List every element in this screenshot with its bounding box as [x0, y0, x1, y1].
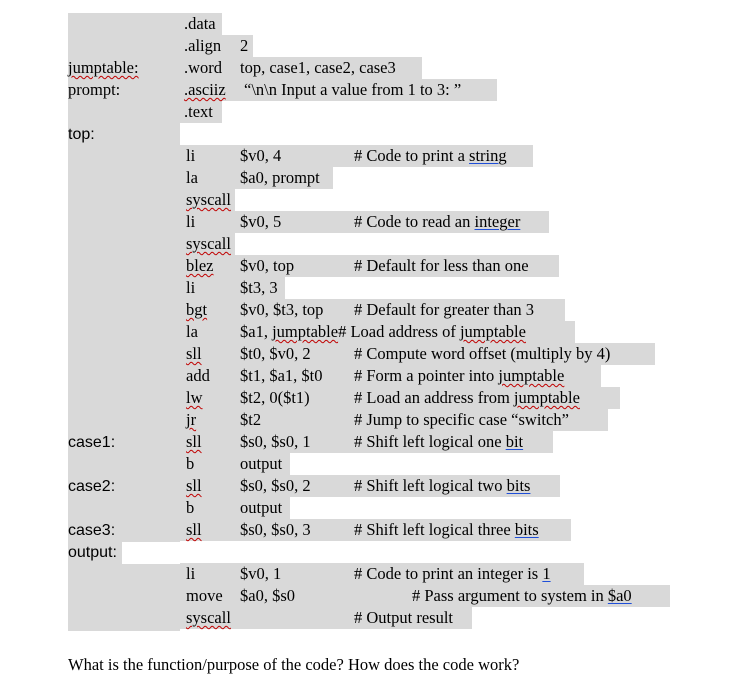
label-case1: case1:	[68, 434, 116, 451]
instr-li-v0-1: li $v0, 1 # Code to print an integer is 1	[186, 564, 551, 583]
directive-asciiz: .asciiz “\n\n Input a value from 1 to 3: ”	[184, 80, 462, 99]
instr-lw: lw $t2, 0($t1) # Load an address from jumptable	[186, 388, 580, 407]
label-jumptable: jumptable:	[68, 58, 139, 77]
instr-b-output-2: b output	[186, 498, 283, 517]
instr-la-a0: la $a0, prompt	[186, 168, 320, 187]
instr-li-v0-4: li $v0, 4 # Code to print a string	[186, 146, 507, 165]
label-top: top:	[68, 126, 95, 143]
instr-add: add $t1, $a1, $t0 # Form a pointer into jumptable	[186, 366, 565, 385]
instr-bgt: bgt $v0, $t3, top # Default for greater than 3	[186, 300, 535, 319]
instr-sll-t0: sll $t0, $v0, 2 # Compute word offset (multiply by 4)	[186, 344, 611, 363]
label-output: output:	[68, 544, 117, 561]
label-case2: case2:	[68, 478, 116, 495]
instr-sll-case3: sll $s0, $s0, 3 # Shift left logical three bits	[186, 520, 539, 539]
instr-b-output-1: b output	[186, 454, 283, 473]
instr-syscall-1: syscall	[186, 190, 231, 209]
code-highlight-left-bottom	[68, 564, 180, 631]
instr-sll-case1: sll $s0, $s0, 1 # Shift left logical one bit	[186, 432, 524, 451]
instr-syscall-2: syscall	[186, 234, 231, 253]
instr-li-t3: li $t3, 3	[186, 278, 278, 297]
directive-text: .text	[184, 102, 213, 121]
instr-la-a1: la $a1, jumptable# Load address of jumptable	[186, 322, 526, 341]
directive-align: .align 2	[184, 36, 249, 55]
question-text: What is the function/purpose of the code? How does the code work?	[68, 655, 520, 674]
label-case3: case3:	[68, 522, 116, 539]
label-prompt: prompt:	[68, 80, 121, 99]
instr-blez: blez $v0, top # Default for less than one	[186, 256, 529, 275]
instr-move: move $a0, $s0 # Pass argument to system in $a0	[186, 586, 632, 605]
instr-jr: jr $t2 # Jump to specific case “switch”	[186, 410, 569, 429]
directive-data: .data	[184, 14, 216, 33]
directive-word: .word top, case1, case2, case3	[184, 58, 396, 77]
instr-syscall-3: syscall # Output result	[186, 608, 453, 627]
instr-li-v0-5: li $v0, 5 # Code to read an integer	[186, 212, 521, 231]
instr-sll-case2: sll $s0, $s0, 2 # Shift left logical two bits	[186, 476, 531, 495]
